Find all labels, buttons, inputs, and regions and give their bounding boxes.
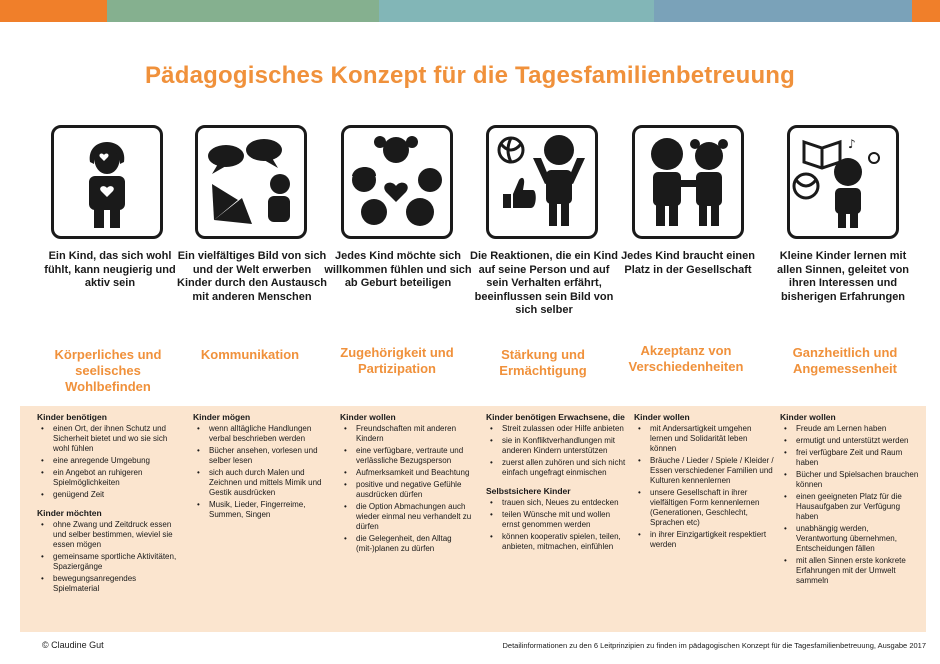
bar-segment-orange-end: [912, 0, 940, 22]
list-item: • Bücher und Spielsachen brauchen können: [790, 470, 920, 490]
detail-column-4: [486, 408, 626, 558]
list-item: • eine verfügbare, vertraute und verlässliche Bezugsperson: [350, 446, 480, 466]
heading-2: Kommunikation: [200, 347, 300, 362]
list-item: • einen Ort, der ihnen Schutz und Sicherheit bietet und wo sie sich wohl fühlen: [47, 424, 177, 454]
list-item: • teilen Wünsche mit und wollen ernst genommen werden: [496, 510, 626, 530]
two-children-icon: [632, 125, 744, 239]
list-item: • gemeinsame sportliche Aktivitäten, Spaziergänge: [47, 552, 177, 572]
bar-segment-blue: [654, 0, 912, 22]
copyright-text: © Claudine Gut: [42, 640, 104, 650]
top-color-bar: [0, 0, 940, 22]
list-item: • ermutigt und unterstützt werden: [790, 436, 920, 446]
group-title: Selbstsichere Kinder: [486, 486, 571, 496]
detail-list: [634, 424, 774, 550]
bar-segment-teal: [379, 0, 654, 22]
heading-3: Zugehörigkeit und Partizipation: [340, 345, 454, 376]
heading-4: Stärkung und Ermächtigung: [499, 347, 587, 378]
group-title: Kinder wollen: [634, 412, 690, 422]
list-item: • mit Andersartigkeit umgehen lernen und Solidarität leben können: [644, 424, 774, 454]
list-item: • Bücher ansehen, vorlesen und selber lesen: [203, 446, 333, 466]
page-title: Pädagogisches Konzept für die Tagesfamilienbetreuung: [144, 62, 796, 89]
heading-5: Akzeptanz von Verschiedenheiten: [628, 343, 744, 374]
list-item: • trauen sich, Neues zu entdecken: [496, 498, 626, 508]
bar-segment-green: [107, 0, 379, 22]
list-item: • zuerst allen zuhören und sich nicht einfach ungefragt einmischen: [496, 458, 626, 478]
footer-note: Detailinformationen zu den 6 Leitprinzipien zu finden im pädagogischen Konzept für die Tagesfamilienbetreuung, Ausgabe 2017: [502, 641, 926, 650]
list-item: • in ihrer Einzigartigkeit respektiert werden: [644, 530, 774, 550]
group-faces-icon: [341, 125, 453, 239]
speech-bubbles-icon: [195, 125, 307, 239]
list-item: • mit allen Sinnen erste konkrete Erfahrungen mit der Umwelt sammeln: [790, 556, 920, 586]
description-3: Jedes Kind möchte sich willkommen fühlen und sich ab Geburt beteiligen: [324, 250, 472, 289]
detail-list: [780, 424, 920, 586]
description-6: Kleine Kinder lernen mit allen Sinnen, geleitet von ihren Interessen und bisherigen Erfahrungen: [776, 250, 910, 303]
list-item: • genügend Zeit: [47, 490, 177, 500]
detail-column-1: [37, 408, 177, 600]
list-item: • können kooperativ spielen, teilen, anbieten, mitmachen, einfühlen: [496, 532, 626, 552]
detail-list: [193, 424, 333, 520]
group-title: Kinder benötigen Erwachsene, die: [486, 412, 625, 422]
bar-segment-orange: [0, 0, 107, 22]
list-item: • wenn alltägliche Handlungen verbal beschrieben werden: [203, 424, 333, 444]
heading-6: Ganzheitlich und Angemessenheit: [792, 345, 898, 376]
list-item: • ohne Zwang und Zeitdruck essen und selber bestimmen, wieviel sie essen mögen: [47, 520, 177, 550]
list-item: • unabhängig werden, Verantwortung übernehmen, Entscheidungen fällen: [790, 524, 920, 554]
detail-column-5: [634, 408, 774, 556]
description-2: Ein vielfältiges Bild von sich und der Welt erwerben Kinder durch den Austausch mit anderen Menschen: [177, 250, 327, 303]
list-item: • unsere Gesellschaft in ihrer vielfältigen Form kennenlernen (Generationen, Geschlecht, Sprachen etc): [644, 488, 774, 528]
description-1: Ein Kind, das sich wohl fühlt, kann neugierig und aktiv sein: [44, 250, 176, 289]
list-item: • die Gelegenheit, den Alltag (mit-)planen zu dürfen: [350, 534, 480, 554]
list-item: • Aufmerksamkeit und Beachtung: [350, 468, 480, 478]
list-item: • Streit zulassen oder Hilfe anbieten: [496, 424, 626, 434]
list-item: • sich auch durch Malen und Zeichnen und mittels Mimik und Gestik ausdrücken: [203, 468, 333, 498]
child-senses-icon: [787, 125, 899, 239]
detail-list: [486, 498, 626, 552]
detail-column-3: [340, 408, 480, 560]
list-item: • Musik, Lieder, Fingerreime, Summen, Singen: [203, 500, 333, 520]
description-5: Jedes Kind braucht einen Platz in der Gesellschaft: [621, 250, 755, 276]
detail-list: [37, 520, 177, 594]
child-hearts-icon: [51, 125, 163, 239]
heading-1: Körperliches und seelisches Wohlbefinden: [54, 347, 162, 394]
list-item: • einen geeigneten Platz für die Hausaufgaben zur Verfügung haben: [790, 492, 920, 522]
list-item: • die Option Abmachungen auch wieder einmal neu verhandelt zu dürfen: [350, 502, 480, 532]
list-item: • Freundschaften mit anderen Kindern: [350, 424, 480, 444]
list-item: • sie in Konfliktverhandlungen mit anderen Kindern unterstützen: [496, 436, 626, 456]
detail-column-6: [780, 408, 920, 592]
list-item: • Bräuche / Lieder / Spiele / Kleider / Essen verschiedener Familien und Kulturen kennenlernen: [644, 456, 774, 486]
group-title: Kinder möchten: [37, 508, 102, 518]
description-4: Die Reaktionen, die ein Kind auf seine Person und auf sein Verhalten erfährt, beeinflussen sein Bild von sich selber: [470, 250, 618, 316]
list-item: • bewegungsanregendes Spielmaterial: [47, 574, 177, 594]
group-title: Kinder wollen: [780, 412, 836, 422]
list-item: • eine anregende Umgebung: [47, 456, 177, 466]
detail-list: [37, 424, 177, 500]
group-title: Kinder benötigen: [37, 412, 107, 422]
list-item: • positive und negative Gefühle ausdrücken dürfen: [350, 480, 480, 500]
group-title: Kinder wollen: [340, 412, 396, 422]
detail-list: [486, 424, 626, 478]
list-item: • ein Angebot an ruhigeren Spielmöglichkeiten: [47, 468, 177, 488]
list-item: • Freude am Lernen haben: [790, 424, 920, 434]
detail-list: [340, 424, 480, 554]
list-item: • frei verfügbare Zeit und Raum haben: [790, 448, 920, 468]
svg-text:♪: ♪: [848, 137, 856, 151]
group-title: Kinder mögen: [193, 412, 251, 422]
thumbs-up-icon: [486, 125, 598, 239]
detail-column-2: [193, 408, 333, 526]
